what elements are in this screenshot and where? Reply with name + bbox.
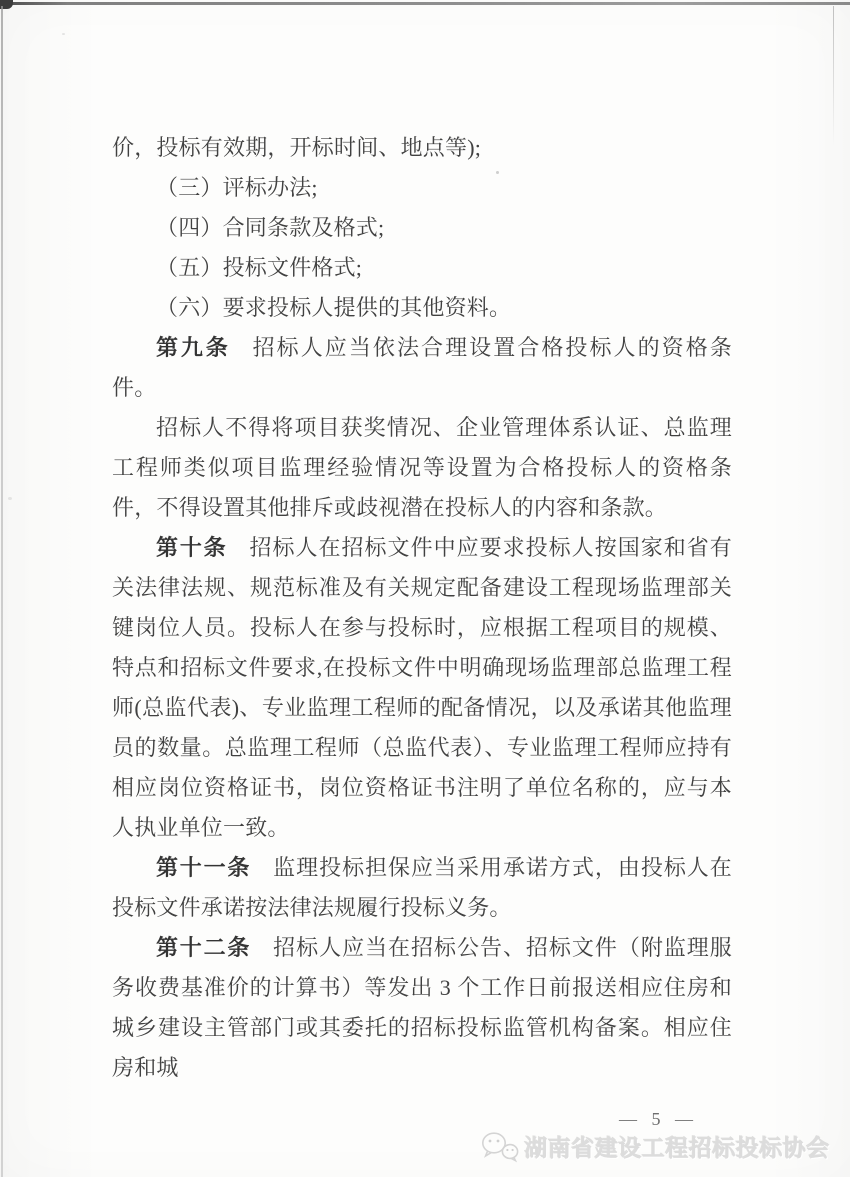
list-item-5 [112,248,732,288]
document-body [112,0,732,1130]
paragraph-text: （三）评标办法; [156,175,318,200]
paragraph-text: 招标人应当在招标公告、招标文件（附监理服务收费基准价的计算书）等发出 3 个工作日前报送相应住房和城乡建设主管部门或其委托的招标投标监管机构备案。相应住房和城 [112,935,732,1080]
association-name: 湖南省建设工程招标投标协会 [524,1135,830,1161]
article-9 [112,328,732,408]
paragraph-continuation [112,128,732,168]
scan-speck [8,497,12,500]
list-item-6 [112,288,732,328]
list-item-3 [112,168,732,208]
article-lead: 第十条 [156,535,228,560]
paragraph-text: 招标人不得将项目获奖情况、企业管理体系认证、总监理工程师类似项目监理经验情况等设置为合格投标人的资格条件，不得设置其他排斥或歧视潜在投标人的内容和条款。 [112,415,732,520]
article-lead: 第十一条 [156,855,252,880]
article-12 [112,928,732,1088]
scan-edge-left [1,6,3,1177]
article-11 [112,848,732,928]
list-item-4 [112,208,732,248]
paragraph-text: （四）合同条款及格式; [156,215,385,240]
paragraph-text: 价，投标有效期，开标时间、地点等); [112,135,482,160]
paragraph-text: 招标人在招标文件中应要求投标人按国家和省有关法律法规、规范标准及有关规定配备建设工程现场监理部关键岗位人员。投标人在参与投标时，应根据工程项目的规模、特点和招标文件要求,在投标文件中明确现场监理部总监理工程师(总监代表)、专业监理工程师的配备情况，以及承诺其他监理员的数量。总监理工程师（总监代表）、专业监理工程师应持有相应岗位资格证书，岗位资格证书注明了单位名称的，应与本人执业单位一致。 [112,535,732,840]
article-lead: 第十二条 [156,935,252,960]
article-10 [112,528,732,848]
article-lead: 第九条 [156,335,231,360]
footer-watermark [480,1130,831,1163]
paragraph-text: 监理投标担保应当采用承诺方式，由投标人在投标文件承诺按法律法规履行投标义务。 [112,855,732,920]
article-9-paragraph-2 [112,408,732,528]
paragraph-text: 招标人应当依法合理设置合格投标人的资格条件。 [112,335,732,400]
paragraph-text: （六）要求投标人提供的其他资料。 [156,295,512,320]
paragraph-text: （五）投标文件格式; [156,255,363,280]
scan-speck [62,33,65,35]
wechat-logo-icon [480,1130,520,1163]
scan-edge-right [833,6,834,146]
page-number: — 5 — [619,1109,698,1129]
